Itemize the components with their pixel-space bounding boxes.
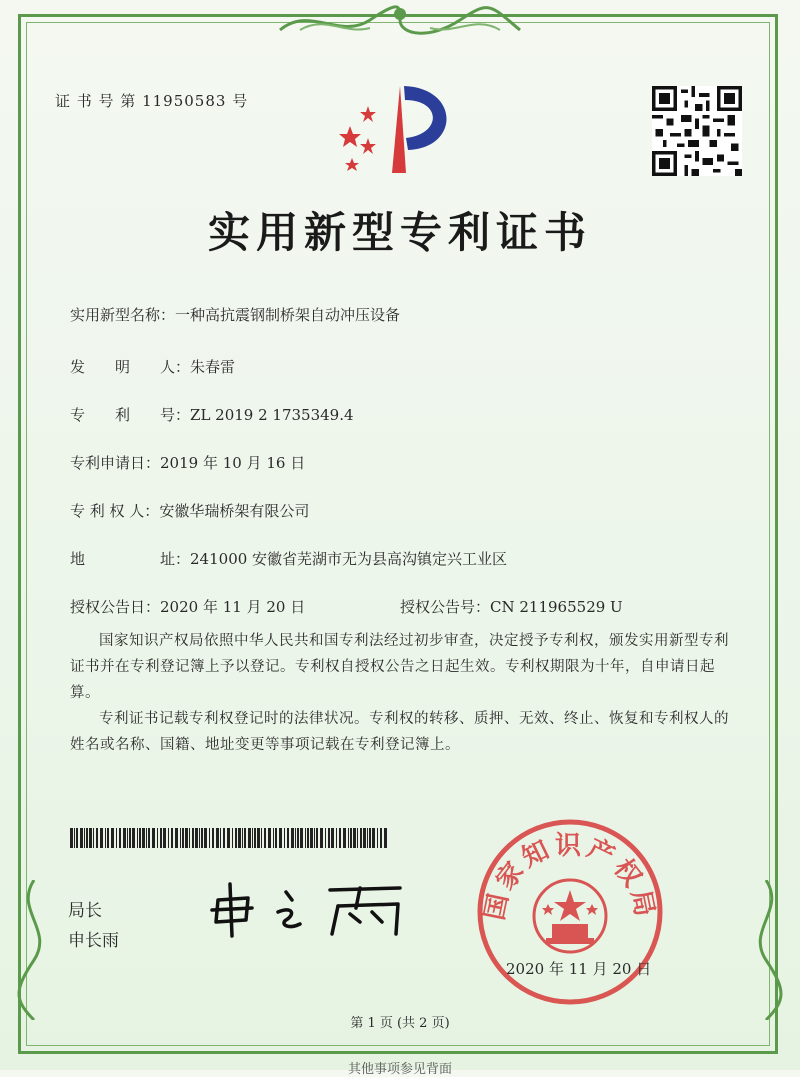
grant-date: 2020 年 11 月 20 日 — [160, 598, 306, 616]
patent-office-emblem — [330, 78, 470, 178]
barcode — [70, 828, 390, 848]
address: 241000 安徽省芜湖市无为县高沟镇定兴工业区 — [190, 550, 508, 568]
inventor: 朱春雷 — [190, 358, 236, 376]
legal-status-paragraph: 专利证书记载专利权登记时的法律状况。专利权的转移、质押、无效、终止、恢复和专利权人的姓名或名称、国籍、地址变更等事项记载在专利登记簿上。 — [70, 711, 729, 753]
patent-number-label: 专 利 号： — [70, 406, 191, 424]
right-ornament — [746, 880, 786, 1020]
seal-date: 2020 年 11 月 20 日 — [506, 960, 652, 978]
grant-date-row — [70, 596, 305, 617]
application-date: 2019 年 10 月 16 日 — [160, 454, 306, 472]
inventor-row — [70, 356, 235, 377]
signature-title: 局长 — [68, 901, 102, 921]
grant-number-label: 授权公告号： — [400, 598, 491, 616]
utility-model-name: 一种高抗震钢制桥架自动冲压设备 — [175, 306, 401, 324]
grant-date-label: 授权公告日： — [70, 598, 161, 616]
patent-number: ZL 2019 2 1735349.4 — [190, 406, 354, 424]
seal-text: 国家知识产权局 — [479, 831, 661, 923]
patentee-label: 专 利 权 人： — [70, 502, 160, 520]
utility-model-name-row — [70, 304, 400, 325]
inventor-label: 发 明 人： — [70, 358, 191, 376]
signature-name: 申长雨 — [68, 931, 119, 951]
address-label: 地 址： — [70, 550, 191, 568]
grant-statement-paragraph: 国家知识产权局依照中华人民共和国专利法经过初步审查，决定授予专利权，颁发实用新型专利证书并在专利登记簿上予以登记。专利权自授权公告之日起生效。专利权期限为十年，自申请日起算。 — [70, 633, 729, 701]
grant-number-row — [400, 596, 623, 617]
address-row — [70, 548, 507, 569]
patentee: 安徽华瑞桥架有限公司 — [159, 502, 310, 520]
left-ornament — [14, 880, 54, 1020]
patentee-row — [70, 500, 309, 521]
application-date-label: 专利申请日： — [70, 454, 161, 472]
page-footer: 第 1 页 (共 2 页) — [350, 1016, 450, 1031]
cut-off-note: 其他事项参见背面 — [347, 1062, 452, 1077]
patent-number-row — [70, 404, 354, 425]
handwritten-signature — [200, 878, 440, 938]
application-date-row — [70, 452, 305, 473]
official-seal — [470, 812, 670, 1012]
certificate-title: 实用新型专利证书 — [207, 208, 592, 257]
top-ornament — [270, 0, 530, 50]
certificate-number: 证 书 号 第 11950583 号 — [55, 92, 249, 110]
utility-model-name-label: 实用新型名称： — [70, 306, 176, 324]
qr-code — [652, 86, 742, 176]
grant-number: CN 211965529 U — [490, 598, 623, 616]
